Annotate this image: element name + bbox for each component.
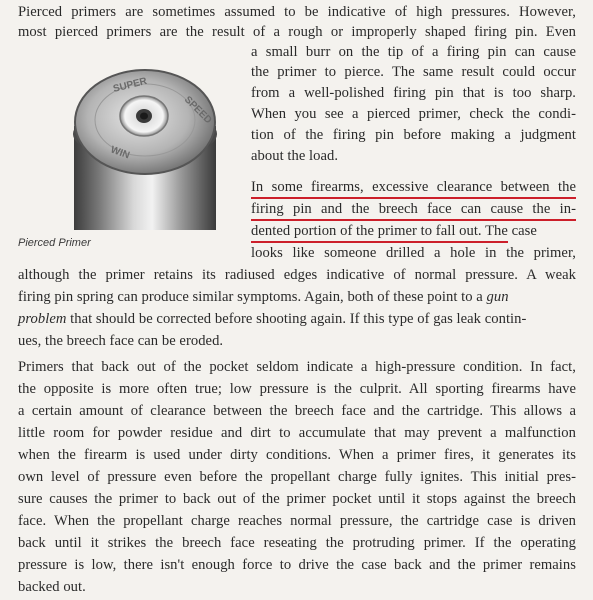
body-text: that should be corrected before shooting again. If this type of gas leak contin- — [66, 311, 527, 327]
body-text: firing pin spring can produce similar symptoms. Again, both of these point to a — [18, 289, 487, 305]
body-line: When you see a pierced primer, check the condi- — [251, 106, 576, 122]
emphasis-text: gun — [486, 289, 509, 305]
red-underline — [251, 197, 576, 199]
body-line: a certain amount of clearance between the breech face and the cartridge. This allows a — [18, 403, 576, 419]
body-line: from a well-polished firing pin that is too sharp. — [251, 85, 576, 101]
svg-text:WIN: WIN — [108, 144, 132, 162]
body-line: little room for powder residue and dirt to accumulate that may prevent a malfunction — [18, 425, 576, 441]
highlighted-line: In some firearms, excessive clearance between the — [251, 179, 576, 195]
body-line: pressure is low, there isn't enough force to drive the case back and the primer remains — [18, 557, 576, 573]
body-line — [251, 222, 576, 241]
body-line: the opposite is more often true; low pressure is the culprit. All sporting firearms have — [18, 381, 576, 397]
pierced-primer-photo — [52, 56, 238, 230]
figure-caption: Pierced Primer — [18, 237, 91, 249]
body-line: face. When the propellant charge reaches normal pressure, the cartridge case is driven — [18, 513, 576, 529]
body-line: Pierced primers are sometimes assumed to be indicative of high pressures. However, — [18, 4, 576, 20]
svg-text:SPEED: SPEED — [181, 94, 214, 127]
body-line: tion of the firing pin before making a judgment — [251, 127, 576, 143]
body-line: back until it strikes the breech face reseating the protruding primer. If the operating — [18, 535, 576, 551]
body-line — [18, 288, 576, 307]
body-text: The case — [481, 223, 537, 239]
body-line: backed out. — [18, 579, 86, 595]
emphasis-text: problem — [18, 311, 67, 327]
highlighted-line: firing pin and the breech face can cause the in- — [251, 201, 576, 217]
body-line: own level of pressure even before the propellant charge fully ignites. This initial pres- — [18, 469, 576, 485]
body-line — [18, 310, 576, 329]
body-line: Primers that back out of the pocket seldom indicate a high-pressure condition. In fact, — [18, 359, 576, 375]
body-line: sure causes the primer to back out of the primer pocket until it stops against the breech — [18, 491, 576, 507]
body-line: the primer to pierce. The same result could occur — [251, 64, 576, 80]
body-line: although the primer retains its radiused edges indicative of normal pressure. A weak — [18, 267, 576, 283]
red-underline — [251, 219, 576, 221]
body-line: about the load. — [251, 148, 339, 164]
body-line: when the firearm is used under dirty conditions. When a primer fires, it generates its — [18, 447, 576, 463]
body-line: ues, the breech face can be eroded. — [18, 333, 224, 349]
svg-text:SUPER: SUPER — [112, 75, 149, 95]
red-underline — [251, 241, 508, 243]
highlighted-phrase: dented portion of the primer to fall out. — [251, 223, 482, 239]
body-line: most pierced primers are the result of a rough or improperly shaped firing pin. Even — [18, 24, 576, 40]
body-line: looks like someone drilled a hole in the primer, — [251, 245, 576, 261]
body-line: a small burr on the tip of a firing pin can cause — [251, 44, 576, 60]
